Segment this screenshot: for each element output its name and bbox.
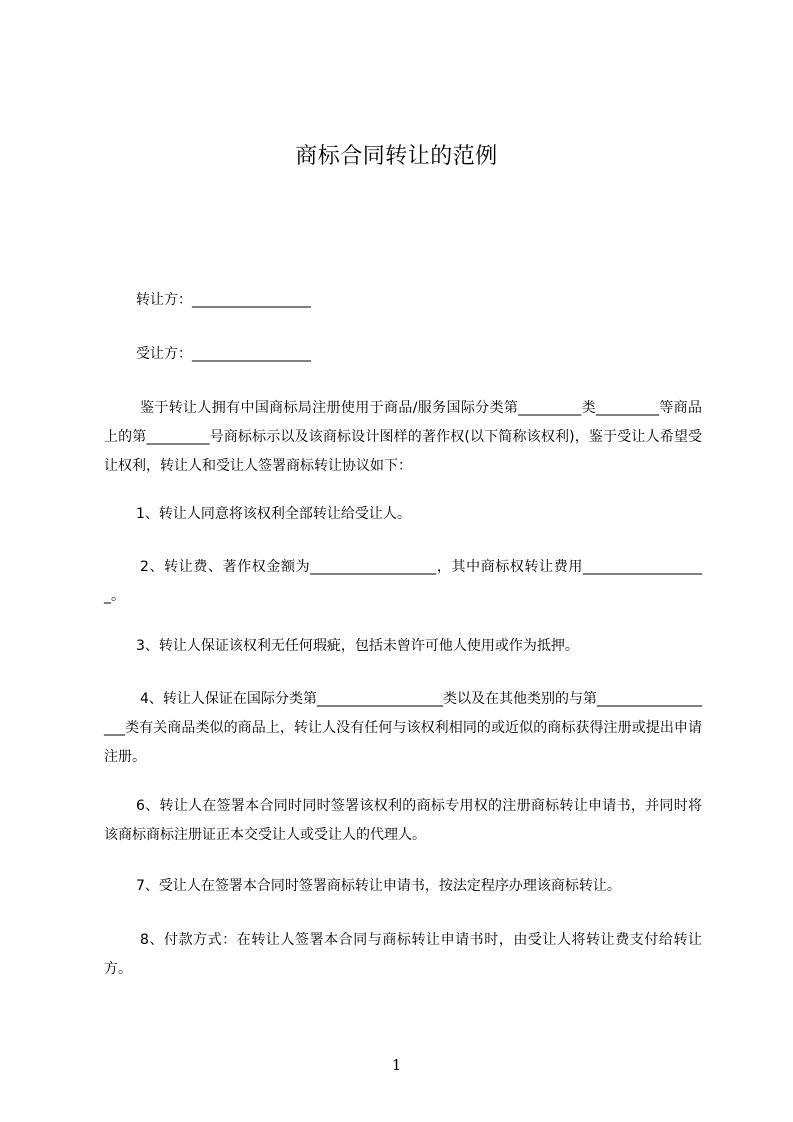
preamble-paragraph: 鉴于转让人拥有中国商标局注册使用于商品/服务国际分类第_________类_________等商品上的第_________号商标标示以及该商标设计图样的著作权(以下简称该权利)，鉴于受让人希望受让权利，转让人和受让人签署商标转让协议如下： bbox=[104, 400, 702, 474]
document-title: 商标合同转让的范例 bbox=[295, 144, 498, 169]
transferor-line: 转让方：_________________ bbox=[136, 292, 311, 308]
clause-4: 4、转让人保证在国际分类第__________________类以及在其他类别的与第__________________类有关商品类似的商品上，转让人没有任何与该权利相同的或近似的商标获得注册或提出申请注册。 bbox=[104, 691, 702, 765]
clause-2: 2、转让费、著作权金额为__________________，其中商标权转让费用__________________。 bbox=[104, 559, 702, 604]
clause-8: 8、付款方式：在转让人签署本合同与商标转让申请书时，由受让人将转让费支付给转让方。 bbox=[104, 932, 702, 977]
clause-6: 6、转让人在签署本合同时同时签署该权利的商标专用权的注册商标转让申请书，并同时将该商标商标注册证正本交受让人或受让人的代理人。 bbox=[104, 798, 702, 843]
clause-1: 1、转让人同意将该权利全部转让给受让人。 bbox=[136, 506, 411, 522]
page-number: 1 bbox=[391, 1056, 402, 1074]
transferee-line: 受让方：_________________ bbox=[136, 346, 311, 362]
clause-3: 3、转让人保证该权利无任何瑕疵，包括未曾许可他人使用或作为抵押。 bbox=[136, 638, 579, 654]
clause-7: 7、受让人在签署本合同时签署商标转让申请书，按法定程序办理该商标转让。 bbox=[136, 878, 621, 894]
